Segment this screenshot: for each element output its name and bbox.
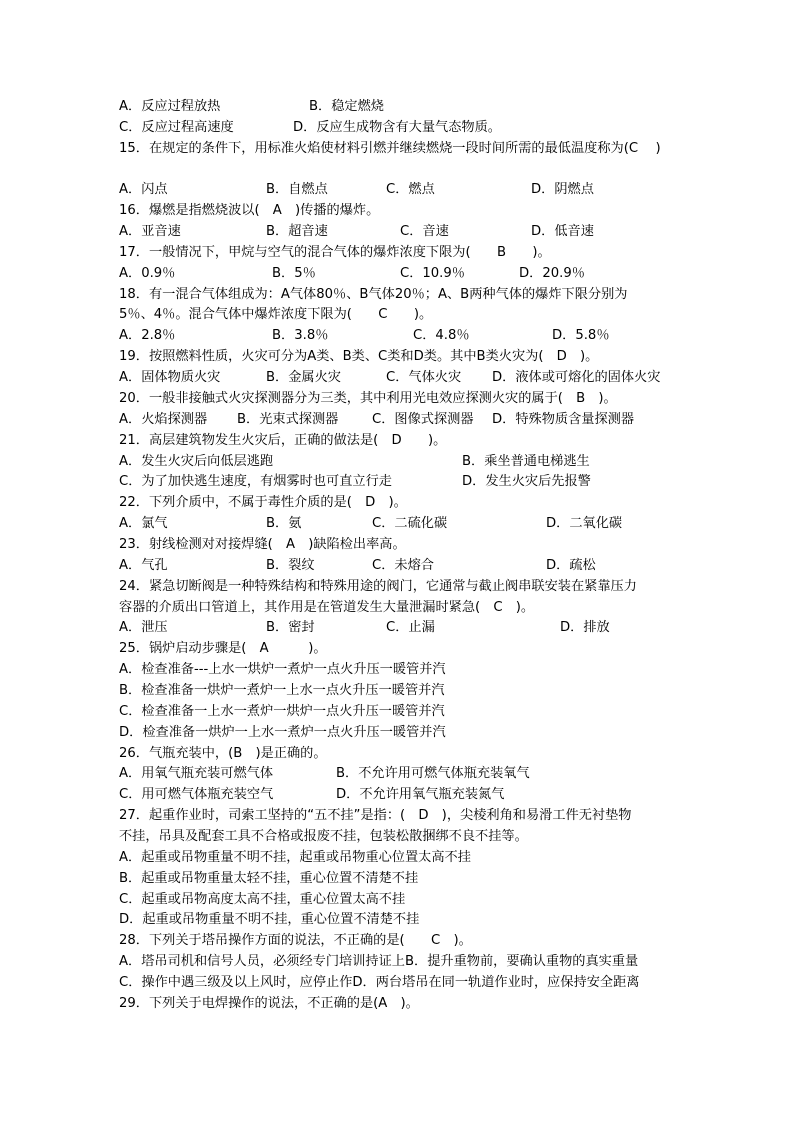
text-line: A．泄压 xyxy=(119,620,168,635)
text-line: B．3.8％ xyxy=(272,328,329,343)
text-line: A．反应过程放热 xyxy=(119,99,221,114)
text-line: 5％、4％。混合气体中爆炸浓度下限为( C )。 xyxy=(119,307,433,322)
text-line: A．用氧气瓶充装可燃气体 xyxy=(119,766,274,781)
text-line: D．检查准备一烘炉一上水一煮炉一点火升压一暖管并汽 xyxy=(119,725,446,740)
text-line: A．火焰探测器 xyxy=(119,412,208,427)
text-line: 28．下列关于塔吊操作方面的说法，不正确的是( C )。 xyxy=(119,933,472,948)
text-line: B．不允许用可燃气体瓶充装氧气 xyxy=(336,766,530,781)
text-line: D．疏松 xyxy=(546,558,596,573)
text-line: A．闪点 xyxy=(119,182,168,197)
text-line: D．低音速 xyxy=(531,224,594,239)
text-line: C．起重或吊物高度太高不挂，重心位置太高不挂 xyxy=(119,892,406,907)
text-line: C．未熔合 xyxy=(372,558,434,573)
text-line: 15．在规定的条件下，用标准火焰使材料引燃并继续燃烧一段时间所需的最低温度称为(C ) xyxy=(119,141,661,156)
text-line: 19．按照燃料性质，火灾可分为A类、B类、C类和D类。其中B类火灾为( D )。 xyxy=(119,349,599,364)
text-line: D．阴燃点 xyxy=(531,182,594,197)
text-line: A．固体物质火灾 xyxy=(119,370,221,385)
text-line: A．发生火灾后向低层逃跑 xyxy=(119,454,274,469)
text-line: B．光束式探测器 xyxy=(237,412,339,427)
text-line: A．亚音速 xyxy=(119,224,181,239)
text-line: A．塔吊司机和信号人员，必须经专门培训持证上B．提升重物前，要确认重物的真实重量 xyxy=(119,954,639,969)
text-line: 20．一般非接触式火灾探测器分为三类，其中利用光电效应探测火灾的属于( B )。 xyxy=(119,391,617,406)
text-line: 不挂，吊具及配套工具不合格或报废不挂，包装松散捆绑不良不挂等。 xyxy=(119,829,528,844)
text-line: B．检查准备一烘炉一煮炉一上水一点火升压一暖管并汽 xyxy=(119,683,445,698)
text-line: A．0.9％ xyxy=(119,266,176,281)
text-line: D．二氧化碳 xyxy=(546,516,623,531)
text-line: D．20.9％ xyxy=(519,266,585,281)
text-line: D．5.8％ xyxy=(552,328,610,343)
text-line: C．二硫化碳 xyxy=(372,516,448,531)
text-line: C．4.8％ xyxy=(413,328,470,343)
text-line: C．10.9％ xyxy=(400,266,465,281)
text-line: B．起重或吊物重量太轻不挂，重心位置不清楚不挂 xyxy=(119,871,419,886)
text-line: B．裂纹 xyxy=(266,558,315,573)
text-line: C．反应过程高速度 xyxy=(119,120,234,135)
text-line: 17．一般情况下，甲烷与空气的混合气体的爆炸浓度下限为( B )。 xyxy=(119,245,551,260)
text-line: C．燃点 xyxy=(386,182,435,197)
text-line: B．氨 xyxy=(266,516,302,531)
text-line: 22．下列介质中，不属于毒性介质的是( D )。 xyxy=(119,495,407,510)
text-line: C．音速 xyxy=(400,224,449,239)
text-line: 容器的介质出口管道上，其作用是在管道发生大量泄漏时紧急( C )。 xyxy=(119,600,535,615)
text-line: 16．爆燃是指燃烧波以( A )传播的爆炸。 xyxy=(119,203,380,218)
text-line: C．止漏 xyxy=(386,620,435,635)
text-line: C．气体火灾 xyxy=(386,370,462,385)
text-line: C．用可燃气体瓶充装空气 xyxy=(119,787,274,802)
text-line: A．起重或吊物重量不明不挂，起重或吊物重心位置太高不挂 xyxy=(119,850,471,865)
text-line: A．检查准备---上水一烘炉一煮炉一点火升压一暖管并汽 xyxy=(119,662,446,677)
text-line: 18．有一混合气体组成为：A气体80％、B气体20％；A、B两种气体的爆炸下限分别为 xyxy=(119,287,628,302)
text-line: B．自燃点 xyxy=(266,182,328,197)
text-line: C．为了加快逃生速度，有烟雾时也可直立行走 xyxy=(119,474,392,489)
text-line: D．液体或可熔化的固体火灾 xyxy=(492,370,661,385)
text-line: D．排放 xyxy=(560,620,610,635)
text-line: B．密封 xyxy=(266,620,315,635)
text-line: D．发生火灾后先报警 xyxy=(462,474,591,489)
text-line: D．起重或吊物重量不明不挂，重心位置不清楚不挂 xyxy=(119,912,420,927)
text-line: A．2.8％ xyxy=(119,328,176,343)
text-line: 24．紧急切断阀是一种特殊结构和特殊用途的阀门，它通常与截止阀串联安装在紧靠压力 xyxy=(119,579,637,594)
text-line: D．反应生成物含有大量气态物质。 xyxy=(293,120,501,135)
text-line: 21．高层建筑物发生火灾后，正确的做法是( D )。 xyxy=(119,433,447,448)
text-line: 26．气瓶充装中，(B )是正确的。 xyxy=(119,746,327,761)
text-line: A．氯气 xyxy=(119,516,168,531)
text-line: D．不允许用氧气瓶充装氮气 xyxy=(336,787,505,802)
text-line: B．乘坐普通电梯逃生 xyxy=(462,454,590,469)
text-line: B．稳定燃烧 xyxy=(309,99,384,114)
text-line: B．5％ xyxy=(272,266,316,281)
text-line: C．检查准备一上水一煮炉一烘炉一点火升压一暖管并汽 xyxy=(119,704,445,719)
text-line: 23．射线检测对对接焊缝( A )缺陷检出率高。 xyxy=(119,537,406,552)
text-line: 25．锅炉启动步骤是( A )。 xyxy=(119,641,327,656)
text-line: 27．起重作业时，司索工坚持的“五不挂”是指：( D )，尖棱利角和易滑工件无衬垫物 xyxy=(119,808,632,823)
text-line: D．特殊物质含量探测器 xyxy=(492,412,635,427)
text-line: 29．下列关于电焊操作的说法，不正确的是(A )。 xyxy=(119,996,419,1011)
text-line: C．图像式探测器 xyxy=(372,412,474,427)
text-line: B．超音速 xyxy=(266,224,328,239)
text-line: A．气孔 xyxy=(119,558,168,573)
text-line: B．金属火灾 xyxy=(266,370,341,385)
text-line: C．操作中遇三级及以上风时，应停止作D．两台塔吊在同一轨道作业时，应保持安全距离 xyxy=(119,975,640,990)
